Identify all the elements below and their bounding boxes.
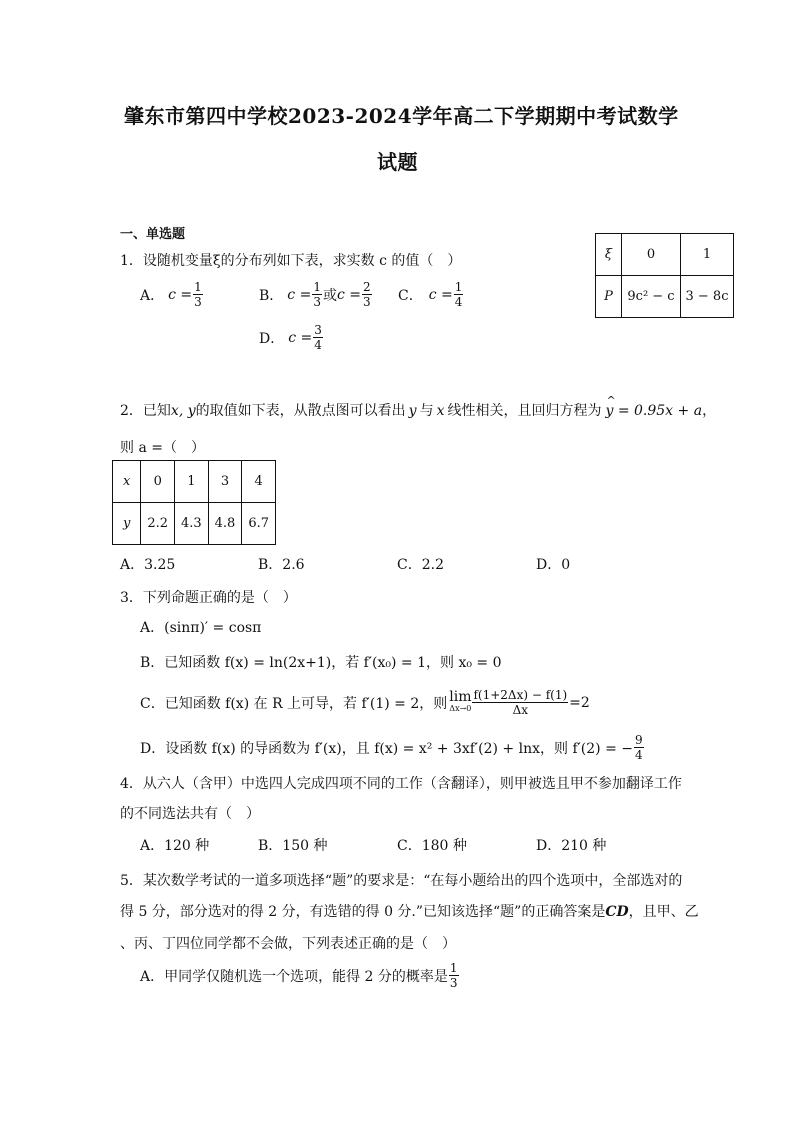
q2-option-a[interactable]: A．3.25 — [120, 557, 176, 573]
question-5-line3: 、丙、丁四位同学都不会做，下列表述正确的是（ ） — [120, 936, 456, 952]
table-cell: 0 — [622, 234, 681, 276]
option-label: C． — [398, 287, 423, 304]
q4-option-a[interactable]: A．120 种 — [140, 838, 210, 854]
question-2-line2: 则 a =（ ） — [120, 440, 205, 456]
page-title: 肇东市第四中学校2023-2024学年高二下学期期中考试数学 — [124, 104, 679, 128]
fraction: $\frac{2}{3}$ — [363, 280, 371, 309]
fraction: $\frac{1}{3}$ — [194, 280, 202, 309]
question-3-text: 3．下列命题正确的是（ ） — [120, 590, 297, 606]
table-cell: 4.3 — [175, 503, 209, 545]
option-text: C．已知函数 f(x) 在 R 上可导，若 f′(1) = 2，则 — [140, 695, 448, 712]
section-heading: 一、单选题 — [120, 227, 186, 242]
table-cell: 4.8 — [208, 503, 242, 545]
q5-option-a[interactable] — [140, 961, 460, 990]
table-cell: ξ — [596, 234, 622, 276]
question-5-line1: 5．某次数学考试的一道多项选择“题”的要求是：“在每小题给出的四个选项中，全部选对的 — [120, 873, 683, 889]
table-cell: 6.7 — [242, 503, 276, 545]
table-cell: 9c² − c — [622, 276, 681, 318]
q3-option-c[interactable] — [140, 688, 590, 717]
option-lhs: c = — [428, 286, 453, 303]
table-cell: 1 — [175, 461, 209, 503]
fraction: $\frac{9}{4}$ — [635, 733, 643, 762]
q3-option-d[interactable] — [140, 733, 645, 762]
q3-option-a[interactable]: A．(sinπ)′ = cosπ — [140, 620, 262, 636]
option-lhs: c = — [288, 329, 313, 346]
question-1-text: 1．设随机变量ξ的分布列如下表，求实数 c 的值（ ） — [120, 253, 462, 269]
option-label: A． — [140, 287, 165, 304]
fraction: $\frac{f(1+2\Delta x) - f(1)}{\Delta x}$ — [473, 688, 568, 717]
q1-option-d[interactable] — [259, 323, 324, 352]
q2-option-b[interactable]: B．2.6 — [258, 557, 305, 573]
fraction: $\frac{1}{3}$ — [313, 280, 321, 309]
option-lhs: c = — [287, 286, 312, 303]
table-cell: P — [596, 276, 622, 318]
table-cell: 3 − 8c — [681, 276, 734, 318]
fraction: $\frac{3}{4}$ — [314, 323, 322, 352]
question-2-text: 2．已知 x, y 的取值如下表，从散点图可以看出 y 与 x 线性相关，且回归方程为 ^ y = 0.95x + a ， — [120, 400, 716, 420]
q1-distribution-table — [595, 233, 734, 318]
option-label: D． — [259, 330, 285, 347]
option-text-end: =2 — [569, 694, 590, 711]
q1-option-c[interactable] — [398, 280, 464, 309]
q4-option-b[interactable]: B．150 种 — [258, 838, 328, 854]
fraction: $\frac{1}{4}$ — [454, 280, 463, 309]
page-title-line2: 试题 — [377, 150, 418, 174]
table-cell: 0 — [141, 461, 175, 503]
table-cell: 2.2 — [141, 503, 175, 545]
option-text: A．甲同学仅随机选一个选项，能得 2 分的概率是 — [140, 968, 448, 985]
fraction: $\frac{1}{3}$ — [449, 961, 458, 990]
question-4-line1: 4．从六人（含甲）中选四人完成四项不同的工作（含翻译），则甲被选且甲不参加翻译工作 — [120, 776, 682, 792]
question-4-line2: 的不同选法共有（ ） — [120, 806, 260, 822]
q4-option-d[interactable]: D．210 种 — [536, 838, 607, 854]
q1-option-b[interactable] — [259, 280, 373, 309]
q2-data-table — [112, 460, 276, 545]
table-cell: x — [113, 461, 141, 503]
table-cell: 3 — [208, 461, 242, 503]
table-cell: 1 — [681, 234, 734, 276]
option-text: D．设函数 f(x) 的导函数为 f′(x)，且 f(x) = x² + 3xf′(2) + lnx，则 f′(2) = − — [140, 740, 633, 757]
limit-symbol: lim Δx→0 — [449, 688, 472, 713]
option-label: B． — [259, 287, 284, 304]
q2-option-d[interactable]: D．0 — [536, 557, 571, 573]
option-or: 或 — [322, 287, 337, 304]
question-5-line2: 得 5 分，部分选对的得 2 分，有选错的得 0 分.”已知该选择“题”的正确答案是 CD ，且甲、乙 — [120, 904, 699, 920]
q1-option-a[interactable] — [140, 280, 204, 309]
q2-option-c[interactable]: C．2.2 — [397, 557, 444, 573]
q3-option-b[interactable]: B．已知函数 f(x) = ln(2x+1)，若 f′(x₀) = 1，则 x₀ = 0 — [140, 655, 502, 671]
q4-option-c[interactable]: C．180 种 — [397, 838, 467, 854]
regression-equation: ^ y = 0.95x + a — [605, 403, 702, 419]
option-lhs: c = — [168, 286, 193, 303]
table-cell: 4 — [242, 461, 276, 503]
option-lhs-2: c = — [336, 286, 361, 303]
table-cell: y — [113, 503, 141, 545]
